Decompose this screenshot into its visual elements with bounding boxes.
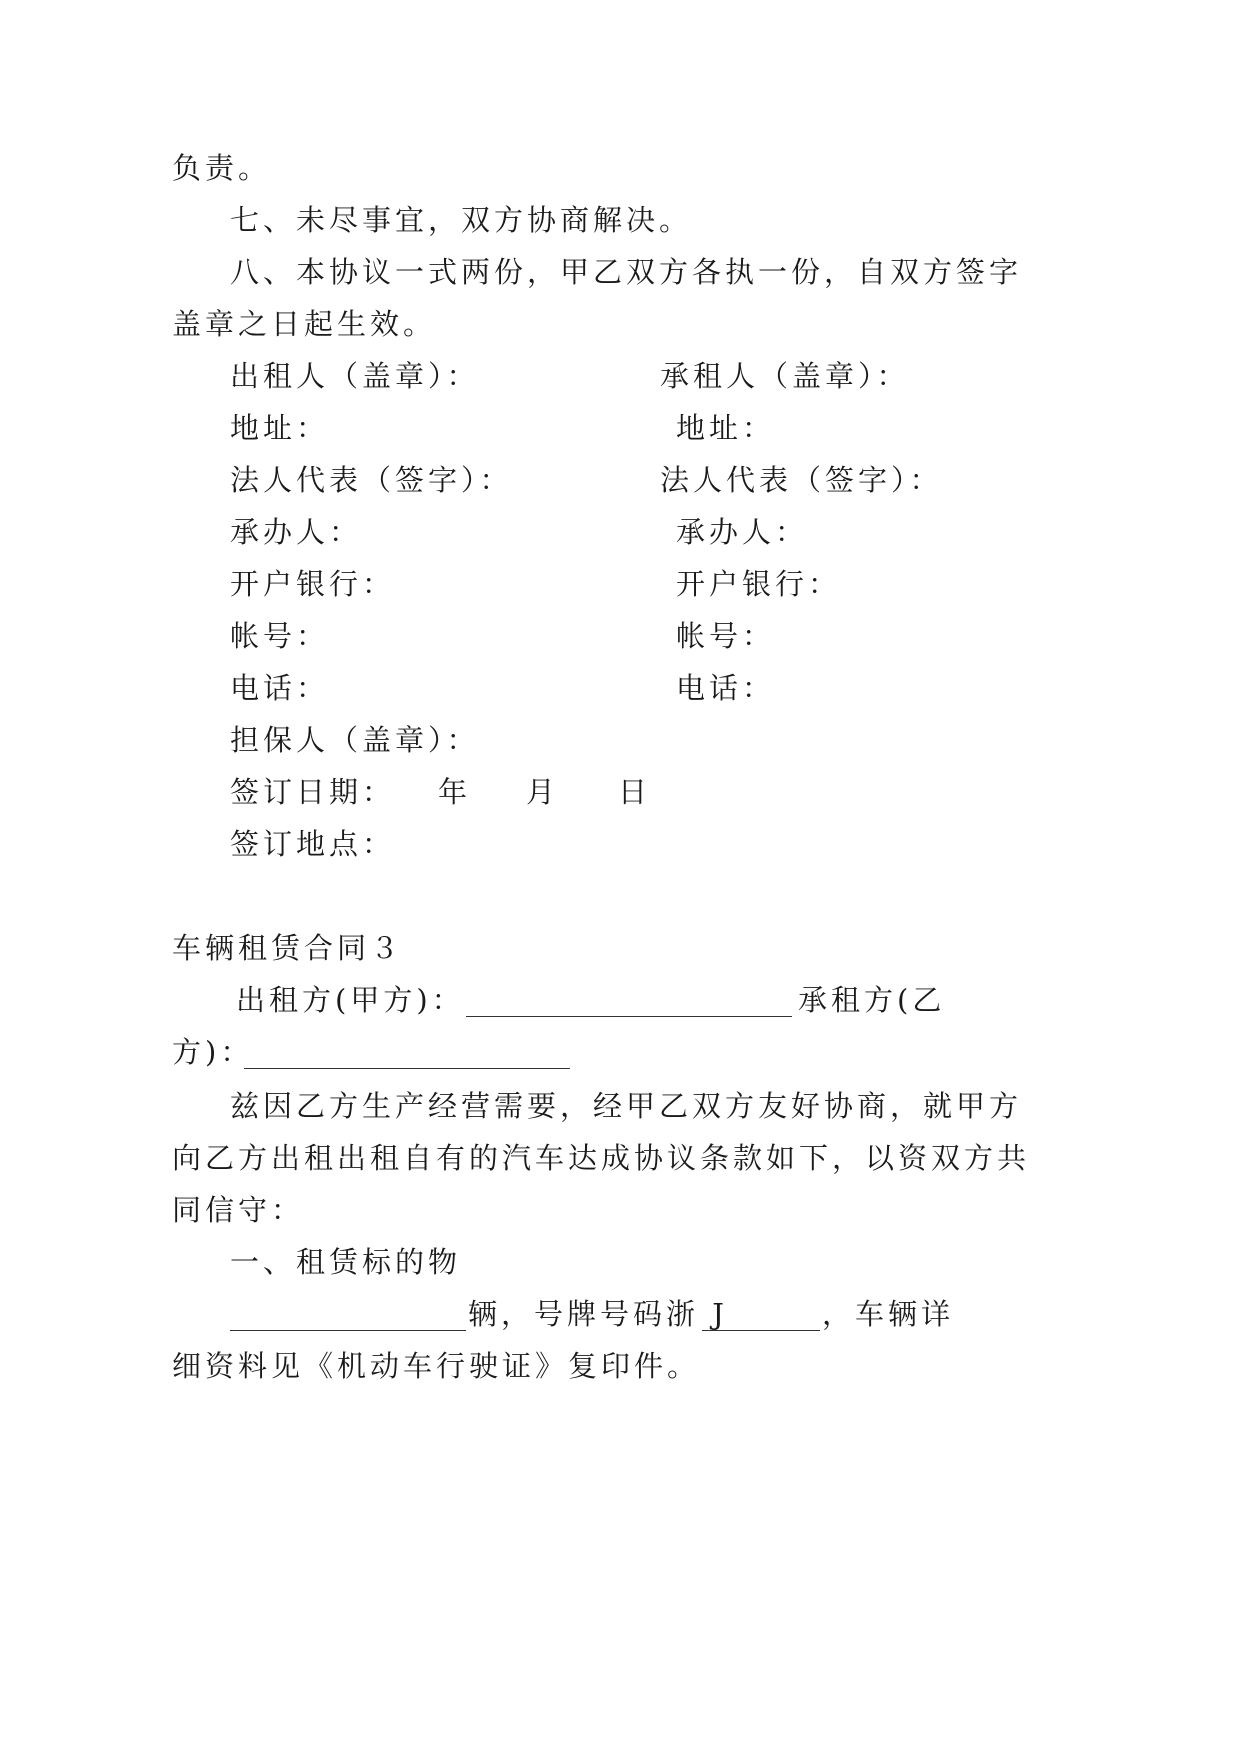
lessee-phone-label: 电话： [676,671,776,705]
intro-line-3: 同信守： [172,1193,305,1227]
sign-date-label: 签订日期： [230,775,396,809]
sign-date-day: 日 [618,775,652,809]
vehicle-count-suffix: 辆，号牌号码浙 J [468,1297,728,1331]
lessor-account-label: 帐号： [230,619,330,653]
lessor-seal-label: 出租人（盖章）： [230,359,480,393]
sign-date-month: 月 [526,775,560,809]
lessor-handler-label: 承办人： [230,515,363,549]
lessee-party-label: 承租方(乙 [798,983,946,1017]
lessor-address-label: 地址： [230,411,330,445]
lessee-seal-label: 承租人（盖章）： [660,359,910,393]
lessor-party-blank [466,990,792,1017]
clause-7: 七、未尽事宜，双方协商解决。 [230,203,693,237]
lessor-legal-rep-label: 法人代表（签字）： [230,463,513,497]
continuation-text: 负责。 [172,151,272,185]
lessee-legal-rep-label: 法人代表（签字）： [660,463,943,497]
vehicle-detail-suffix: ，车辆详 [822,1297,955,1331]
lessee-address-label: 地址： [676,411,776,445]
contract-3-title: 车辆租赁合同３ [172,931,404,965]
lessee-account-label: 帐号： [676,619,776,653]
lessee-party-blank [244,1042,570,1069]
lessor-party-label: 出租方(甲方)： [236,983,465,1017]
intro-line-1: 兹因乙方生产经营需要，经甲乙双方友好协商，就甲方 [230,1089,1023,1123]
vehicle-count-blank [230,1304,466,1331]
lessee-bank-label: 开户银行： [676,567,842,601]
lessee-handler-label: 承办人： [676,515,809,549]
lessor-bank-label: 开户银行： [230,567,396,601]
sign-place-label: 签订地点： [230,827,396,861]
intro-line-2: 向乙方出租出租自有的汽车达成协议条款如下，以资双方共 [172,1141,1031,1175]
guarantor-seal-label: 担保人（盖章）： [230,723,480,757]
sign-date-year: 年 [438,775,472,809]
lessee-party-label-cont: 方)： [172,1035,254,1069]
lessor-phone-label: 电话： [230,671,330,705]
clause-8-line-2: 盖章之日起生效。 [172,307,437,341]
section-1-title: 一、租赁标的物 [230,1245,462,1279]
plate-number-blank [702,1304,820,1331]
vehicle-detail-line-2: 细资料见《机动车行驶证》复印件。 [172,1349,701,1383]
clause-8-line-1: 八、本协议一式两份，甲乙双方各执一份，自双方签字 [230,255,1023,289]
